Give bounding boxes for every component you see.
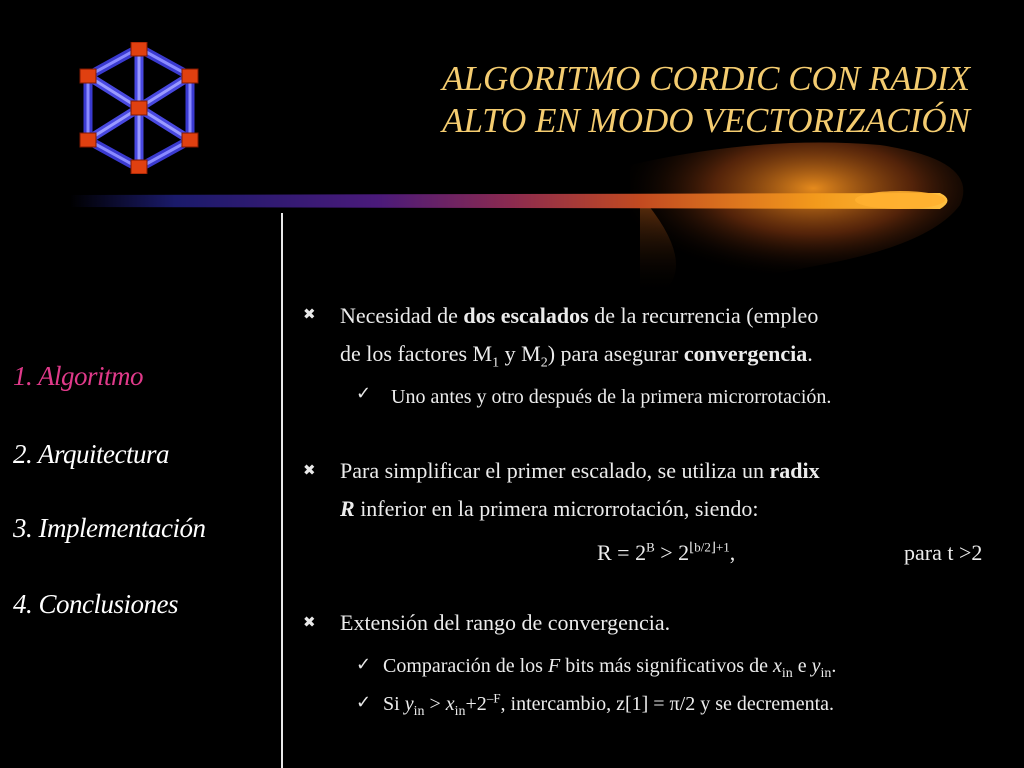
- vertical-divider: [281, 213, 283, 768]
- nav-item-algoritmo[interactable]: 1. Algoritmo: [13, 361, 144, 391]
- bullet-radix: Para simplificar el primer escalado, se utiliza un radix R inferior en la primera microrrotación, siendo:: [340, 458, 820, 521]
- nav-item-arquitectura[interactable]: 2. Arquitectura: [13, 439, 169, 469]
- radix-formula: $R = 2^B > 2^{⌊b/2⌋+1}$,: [597, 539, 736, 565]
- bullet-extension: Extensión del rango de convergencia.: [340, 610, 671, 635]
- check-bullet-icon: ✓: [356, 654, 372, 675]
- x-bullet-icon: ✖: [303, 461, 316, 479]
- nav-item-implementacion[interactable]: 3. Implementación: [13, 513, 206, 543]
- sub-bullet-intercambio: Si $y_{in} > x_{in}+2^{-F}$, intercambio, z[1] = π/2 y se decrementa.: [383, 690, 835, 719]
- title-line-2: ALTO EN MODO VECTORIZACIÓN: [442, 101, 970, 140]
- check-bullet-icon: ✓: [356, 692, 372, 713]
- bullet-escalados: Necesidad de dos escalados de la recurrencia (empleo de los factores $M_1$ y $M_2$) para asegurar convergencia.: [340, 303, 819, 371]
- slide-title: [290, 58, 970, 142]
- check-bullet-icon: ✓: [356, 383, 372, 404]
- comet-decoration: [0, 135, 1024, 295]
- sub-bullet-comparacion: Comparación de los F bits más significativos de $x_{in}$ e $y_{in}$.: [383, 655, 837, 681]
- sub-bullet-escalados: Uno antes y otro después de la primera microrrotación.: [391, 386, 832, 408]
- x-bullet-icon: ✖: [303, 613, 316, 631]
- radix-condition: para t >2: [904, 540, 983, 565]
- title-line-1: ALGORITMO CORDIC CON RADIX: [442, 59, 970, 98]
- nav-item-conclusiones[interactable]: 4. Conclusiones: [13, 589, 178, 619]
- x-bullet-icon: ✖: [303, 305, 316, 323]
